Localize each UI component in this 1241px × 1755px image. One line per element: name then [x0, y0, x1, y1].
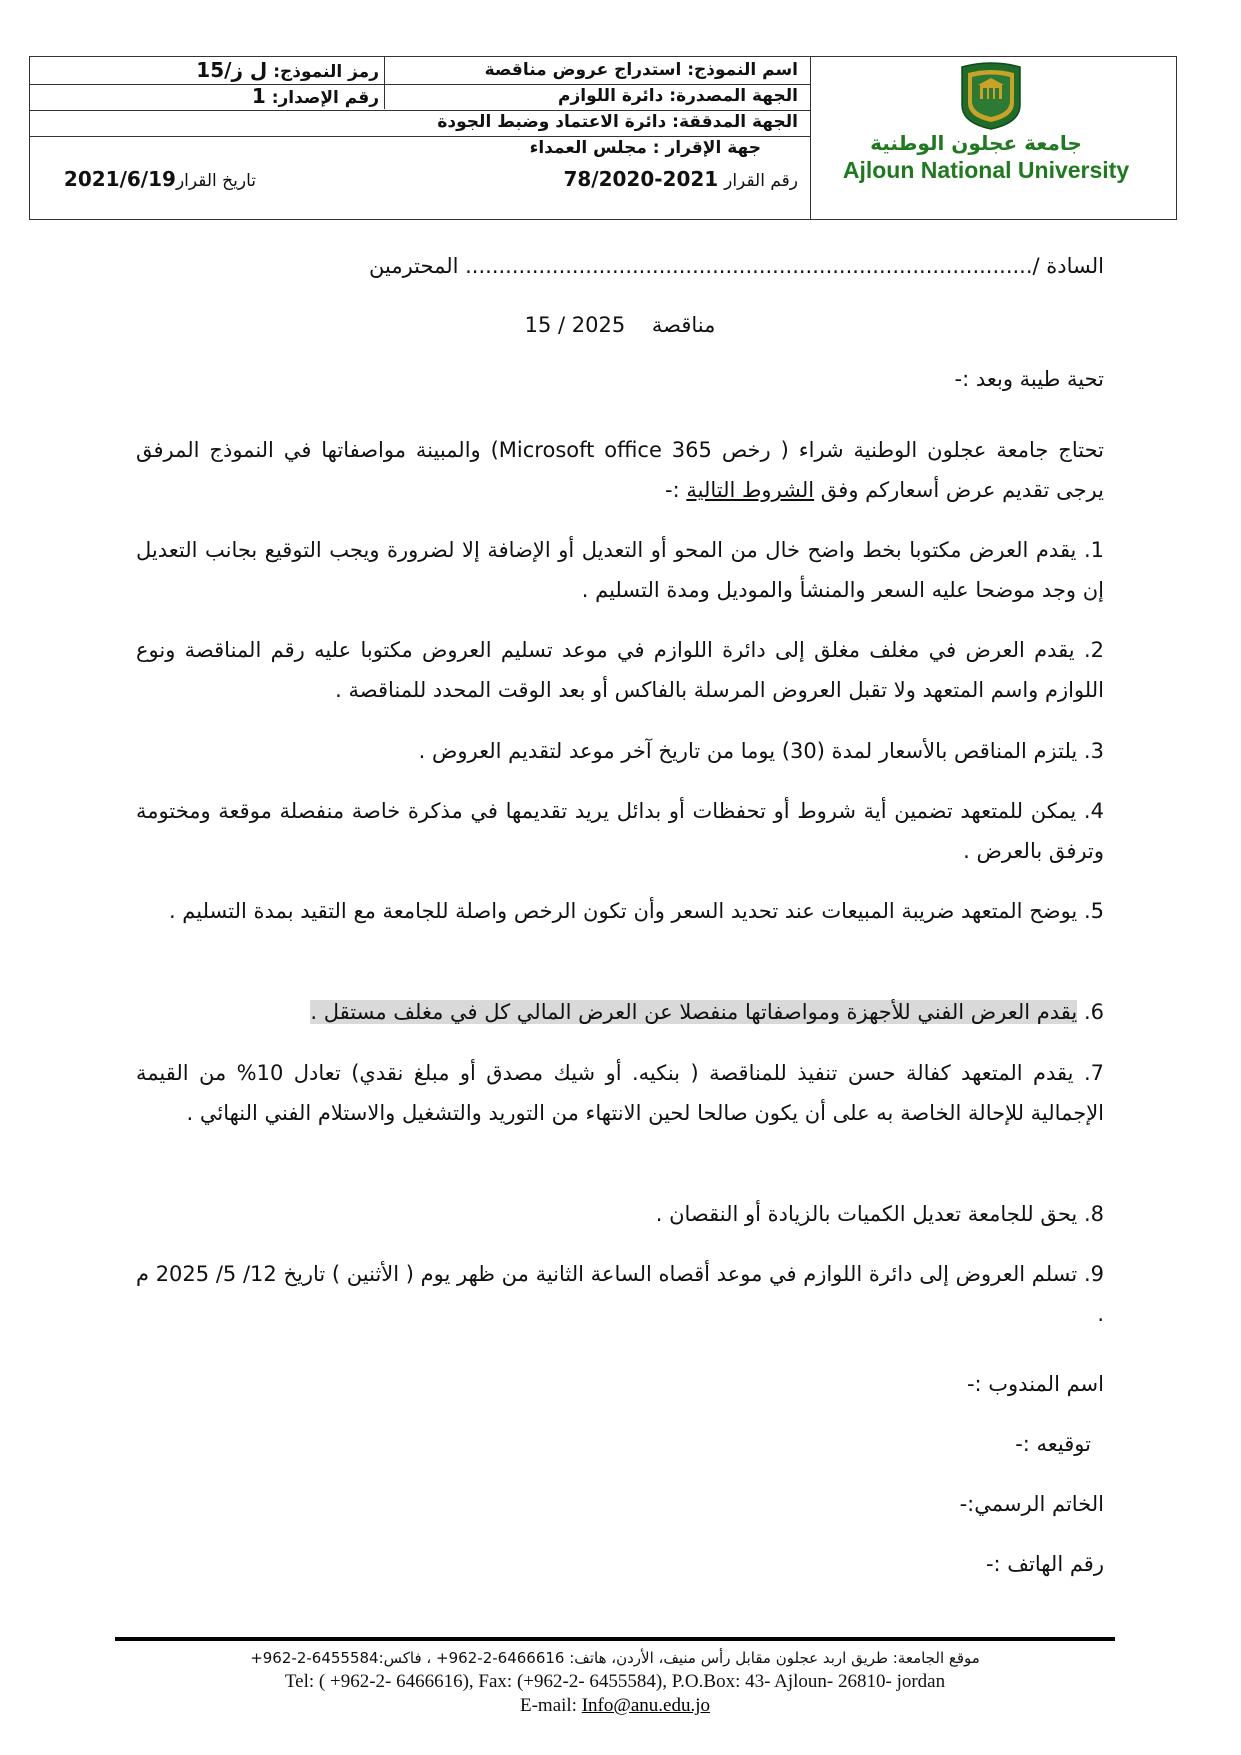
intro-paragraph	[136, 430, 1104, 510]
university-name-arabic: جامعة عجلون الوطنية	[870, 131, 1082, 155]
stamp-field: الخاتم الرسمي:-	[959, 1492, 1104, 1516]
rep-name-field: اسم المندوب :-	[966, 1372, 1104, 1396]
version-label: رقم الإصدار:	[271, 88, 379, 108]
footer-email-link[interactable]: Info@anu.edu.jo	[581, 1695, 711, 1716]
footer-email-label: E-mail:	[519, 1695, 582, 1716]
salutation-line: السادة /..................................................................................... المحترمين	[369, 254, 1104, 278]
condition-6	[136, 992, 1104, 1032]
footer-address-arabic: موقع الجامعة: طريق اربد عجلون مقابل رأس منيف، الأردن، هاتف: 6466616-2-962+ ، فاكس:6455584-2-962+	[250, 1649, 980, 1667]
intro-text: تحتاج جامعة عجلون الوطنية شراء ( رخص Microsoft office 365) والمبينة مواصفاتها في النموذج المرفق يرجى تقديم عرض أسعاركم وفق	[136, 438, 1104, 502]
greeting: تحية طيبة وبعد :-	[954, 367, 1104, 391]
condition-8: 8. يحق للجامعة تعديل الكميات بالزيادة أو النقصان .	[655, 1202, 1104, 1226]
footer-contact: Tel: ( +962-2- 6466616), Fax: (+962-2- 6455584), P.O.Box: 43- Ajloun- 26810- jordan	[284, 1671, 946, 1692]
university-name-english: Ajloun National University	[842, 157, 1130, 183]
decision-number	[563, 167, 798, 193]
decision-date-label: تاريخ القرار	[175, 171, 256, 191]
decision-date	[64, 167, 256, 193]
condition-1: 1. يقدم العرض مكتوبا بخط واضح خال من المحو أو التعديل أو الإضافة إلا لضرورة ويجب التوقيع بجانب التعديل إن وجد موضحا عليه السعر والمنشأ والموديل ومدة التسليم .	[136, 538, 1104, 602]
university-logo	[958, 61, 1024, 131]
version	[252, 84, 379, 110]
tender-line	[136, 305, 1104, 345]
condition-2: 2. يقدم العرض في مغلف مغلق إلى دائرة اللوازم في موعد تسليم العروض مكتوبا عليه رقم المناقصة ونوع اللوازم واسم المتعهد ولا تقبل العروض المرسلة بالفاكس أو بعد الوقت المحدد للمناقصة .	[136, 638, 1104, 702]
condition-6-highlighted-text: يقدم العرض الفني للأجهزة ومواصفاتها منفصلا عن العرض المالي كل في مغلف مستقل .	[310, 1000, 1078, 1024]
form-code-label: رمز النموذج:	[273, 62, 379, 82]
form-code	[196, 58, 379, 84]
form-header-table	[29, 56, 1177, 220]
condition-3: 3. يلتزم المناقص بالأسعار لمدة (30) يوما من تاريخ آخر موعد لتقديم العروض .	[418, 739, 1104, 763]
form-name: اسم النموذج: استدراج عروض مناقصة	[484, 60, 798, 80]
issuing-party: الجهة المصدرة: دائرة اللوازم	[558, 86, 798, 106]
condition-9: 9. تسلم العروض إلى دائرة اللوازم في موعد أقصاه الساعة الثانية من ظهر يوم ( الأثنين ) تاريخ 12/ 5/ 2025 م .	[136, 1262, 1104, 1326]
signature-field: توقيعه :-	[1015, 1432, 1091, 1456]
tender-label: مناقصة	[651, 313, 716, 337]
intro-underlined: الشروط التالية	[686, 478, 815, 502]
form-code-value: ل ز/15	[196, 58, 268, 82]
intro-tail: :-	[665, 478, 687, 502]
condition-5: 5. يوضح المتعهد ضريبة المبيعات عند تحديد السعر وأن تكون الرخص واصلة للجامعة مع التقيد بمدة التسليم .	[168, 899, 1104, 923]
condition-7: 7. يقدم المتعهد كفالة حسن تنفيذ للمناقصة ( بنكيه. أو شيك مصدق أو مبلغ نقدي) تعادل 10% من القيمة الإجمالية للإحالة الخاصة به على أن يكون صالحا لحين الانتهاء من التوريد والتشغيل والاستلام الفني النهائي .	[136, 1061, 1104, 1125]
phone-field: رقم الهاتف :-	[985, 1552, 1104, 1576]
header-divider-code	[384, 57, 385, 109]
decision-number-value: 78/2020-2021	[563, 167, 719, 191]
footer-divider	[115, 1637, 1115, 1641]
auditing-party: الجهة المدققة: دائرة الاعتماد وضبط الجودة	[437, 112, 798, 132]
footer-email-line	[115, 1694, 1115, 1718]
decision-date-value: 2021/6/19	[63, 167, 176, 191]
condition-4: 4. يمكن للمتعهد تضمين أية شروط أو تحفظات أو بدائل يريد تقديمها في مذكرة خاصة منفصلة موقعة ومختومة وترفق بالعرض .	[136, 799, 1104, 863]
approving-party: جهة الإقرار : مجلس العمداء	[529, 138, 761, 158]
decision-number-label: رقم القرار	[724, 171, 798, 191]
tender-number: 15 / 2025	[524, 313, 626, 337]
condition-6-number: 6.	[1083, 1000, 1104, 1024]
version-value: 1	[251, 84, 266, 108]
